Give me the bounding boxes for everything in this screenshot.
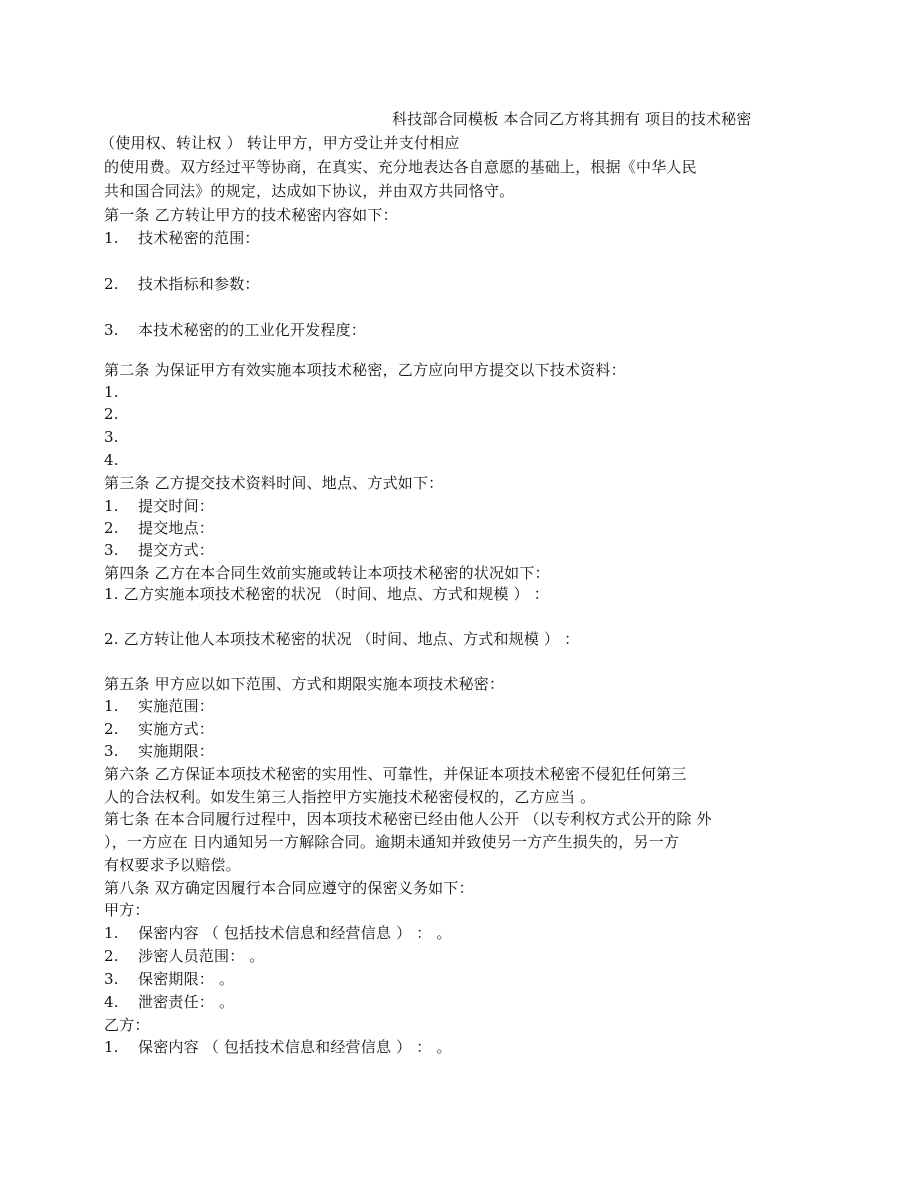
article-7-line-3: 有权要求予以赔偿。 — [104, 856, 241, 874]
item-number: 1. — [104, 1038, 119, 1056]
article-7-line-1: 第七条 在本合同履行过程中，因本项技术秘密已经由他人公开 （以专利权方式公开的除 外 — [104, 810, 712, 828]
item-number: 2. — [104, 275, 119, 293]
item-text: 保密内容 （ 包括技术信息和经营信息 ） ： 。 — [138, 924, 452, 942]
party-b-item-1 — [104, 1036, 452, 1058]
item-text: 技术指标和参数： — [138, 275, 260, 293]
item-number: 3. — [104, 541, 119, 559]
party-a-label: 甲方： — [104, 901, 150, 919]
item-text: 泄密责任： 。 — [138, 993, 235, 1011]
article-5-item-2 — [104, 718, 214, 740]
item-text: 实施期限： — [138, 742, 215, 760]
item-text: 提交地点： — [138, 519, 215, 537]
item-number: 1. — [104, 697, 119, 715]
article-5-item-3 — [104, 740, 214, 762]
item-text: 保密期限： 。 — [138, 970, 235, 988]
article-1-item-1 — [104, 227, 260, 249]
item-text: 实施范围： — [138, 697, 215, 715]
item-number: 2. — [104, 947, 119, 965]
article-4-item-1: 1. 乙方实施本项技术秘密的状况 （时间、地点、方式和规模 ） ： — [104, 585, 549, 603]
item-text: 提交方式： — [138, 541, 215, 559]
contract-intro-line-3: 的使用费。双方经过平等协商，在真实、充分地表达各自意愿的基础上，根据《中华人民 — [104, 158, 697, 176]
party-b-label: 乙方： — [104, 1016, 150, 1034]
item-number: 1. — [104, 924, 119, 942]
article-2-item-4: 4. — [104, 451, 119, 469]
article-1-item-2 — [104, 273, 260, 295]
article-1-heading: 第一条 乙方转让甲方的技术秘密内容如下： — [104, 206, 398, 224]
article-5-heading: 第五条 甲方应以如下范围、方式和期限实施本项技术秘密： — [104, 675, 505, 693]
contract-intro-line-4: 共和国合同法》的规定，达成如下协议，并由双方共同恪守。 — [104, 182, 515, 200]
party-a-item-1 — [104, 922, 452, 944]
article-3-heading: 第三条 乙方提交技术资料时间、地点、方式如下： — [104, 474, 444, 492]
article-3-item-2 — [104, 517, 214, 539]
party-a-item-2 — [104, 945, 265, 967]
item-number: 3. — [104, 321, 119, 339]
item-text: 保密内容 （ 包括技术信息和经营信息 ） ： 。 — [138, 1038, 452, 1056]
article-4-item-2: 2. 乙方转让他人本项技术秘密的状况 （时间、地点、方式和规模 ） ： — [104, 630, 580, 648]
article-3-item-3 — [104, 539, 214, 561]
contract-intro-line-2: （使用权、转让权 ） 转让甲方，甲方受让并支付相应 — [100, 134, 460, 152]
party-a-item-4 — [104, 991, 234, 1013]
item-number: 4. — [104, 993, 119, 1011]
item-text: 技术秘密的范围： — [138, 229, 260, 247]
article-2-item-3: 3. — [104, 428, 119, 446]
contract-intro-line-1: 科技部合同模板 本合同乙方将其拥有 项目的技术秘密 — [392, 110, 752, 128]
item-number: 2. — [104, 519, 119, 537]
party-a-item-3 — [104, 968, 234, 990]
item-text: 实施方式： — [138, 720, 215, 738]
article-2-heading: 第二条 为保证甲方有效实施本项技术秘密，乙方应向甲方提交以下技术资料： — [104, 361, 626, 379]
item-number: 2. — [104, 720, 119, 738]
item-text: 涉密人员范围： 。 — [138, 947, 265, 965]
article-4-heading: 第四条 乙方在本合同生效前实施或转让本项技术秘密的状况如下： — [104, 564, 550, 582]
article-6-line-2: 人的合法权利。如发生第三人指控甲方实施技术秘密侵权的，乙方应当 。 — [104, 788, 596, 806]
item-number: 3. — [104, 742, 119, 760]
article-6-line-1: 第六条 乙方保证本项技术秘密的实用性、可靠性，并保证本项技术秘密不侵犯任何第三 — [104, 765, 687, 783]
article-3-item-1 — [104, 495, 214, 517]
item-text: 提交时间： — [138, 497, 215, 515]
item-number: 1. — [104, 229, 119, 247]
article-2-item-2: 2. — [104, 405, 119, 423]
article-5-item-1 — [104, 695, 214, 717]
article-8-heading: 第八条 双方确定因履行本合同应遵守的保密义务如下： — [104, 879, 474, 897]
article-7-line-2: ），一方应在 日内通知另一方解除合同。逾期未通知并致使另一方产生损失的，另一方 — [104, 833, 680, 851]
article-1-item-3 — [104, 319, 366, 341]
item-number: 1. — [104, 497, 119, 515]
article-2-item-1: 1. — [104, 383, 119, 401]
item-number: 3. — [104, 970, 119, 988]
item-text: 本技术秘密的的工业化开发程度： — [138, 321, 367, 339]
